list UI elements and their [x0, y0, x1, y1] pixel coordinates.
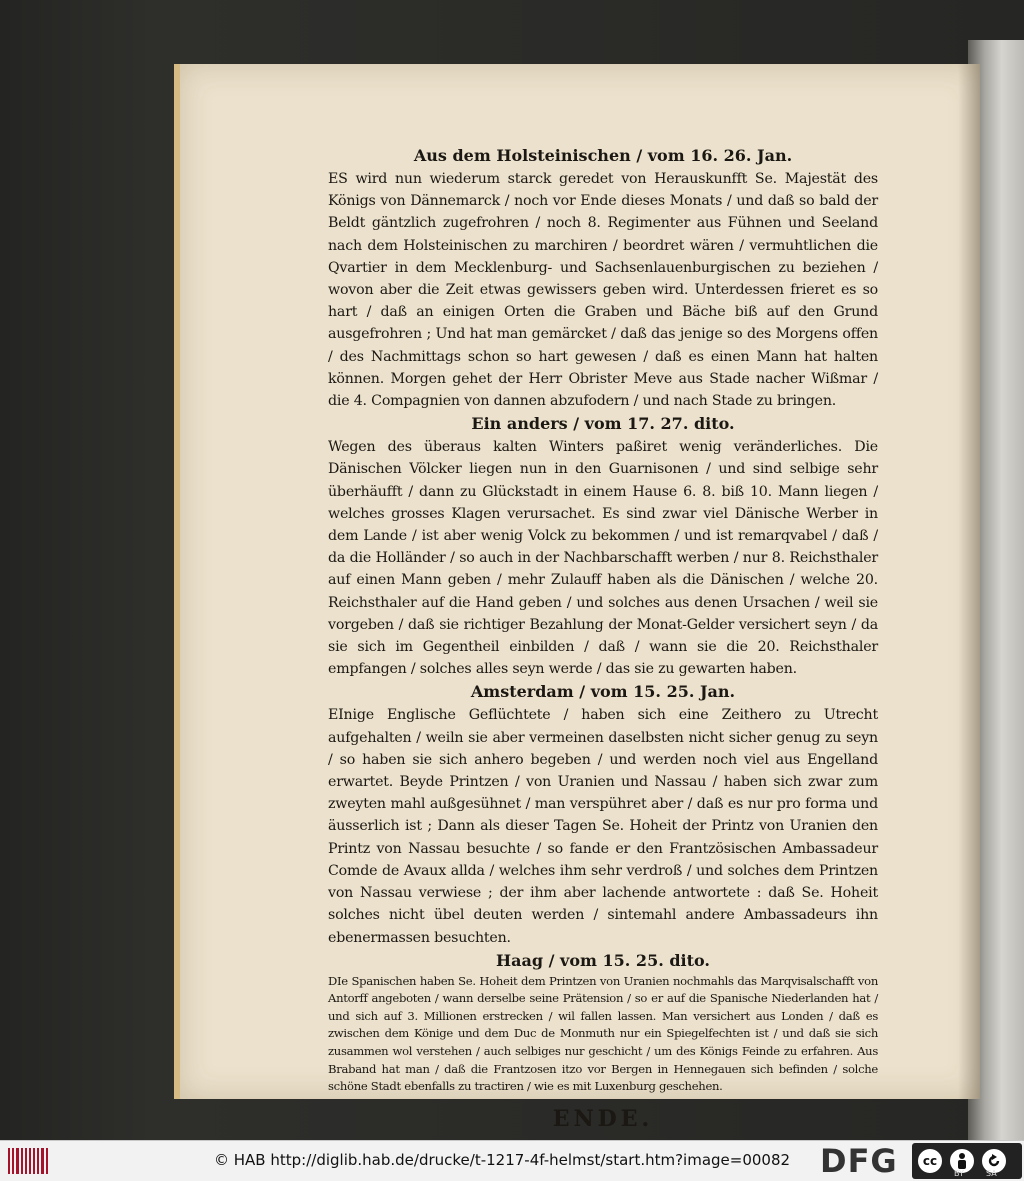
barcode-icon: [8, 1148, 48, 1174]
viewer-footer: [0, 1140, 1024, 1181]
license-by-label: BY: [954, 1169, 964, 1178]
section-paragraph: Wegen des überaus kalten Winters paßiret wenig veränderliches. Die Dänischen Völcker liegen nun in den Guarnisonen / und sind selbige sehr überhäufft / dann zu Glückstadt in einem Hause 6. 8. biß 10. Mann liegen / welches grosses Klagen verursachet. Es sind zwar viel Dänische Werber in dem Lande / ist aber wenig Volck zu bekommen / und ist remarqvabel / daß / da die Holländer / so auch in der Nachbarschafft werben / nur 8. Reichsthaler auf einen Mann geben / mehr Zulauff haben als die Dänischen / welche 20. Reichsthaler auf die Hand geben / und solches aus denen Ursachen / weil sie vorgeben / daß sie richtiger Bezahlung der Monat-Gelder versichert seyn / da sie sich im Gegentheil einbilden / daß / wann sie die 20. Reichsthaler empfangen / solches alles seyn werde / das sie zu gewarten haben.: [328, 439, 878, 678]
dfg-logo: DFG: [820, 1142, 898, 1180]
end-mark: ENDE.: [552, 1105, 654, 1132]
document-page: [174, 64, 980, 1132]
page-text: [328, 144, 878, 1132]
section-heading: Aus dem Holsteinischen / vom 16. 26. Jan.: [413, 146, 793, 165]
section-paragraph: EInige Englische Geflüchtete / haben sich eine Zeithero zu Utrecht aufgehalten / weiln sie aber vermeinen daselbsten nicht sicher genug zu seyn / so haben sie sich anhero begeben / und werden noch viel aus Engelland erwartet. Beyde Printzen / von Uranien und Nassau / haben sich zwar zum zweyten mahl außgesühnet / man verspühret aber / daß es nur pro forma und äusserlich ist ; Dann als dieser Tagen Se. Hoheit der Printz von Uranien den Printz von Nassau besuchte / so fande er den Frantzösischen Ambassadeur Comde de Avaux allda / welches ihm sehr verdroß / und solches dem Printzen von Nassau verwiese ; der ihm aber lachende antwortete : daß Se. Hoheit solches nicht übel deuten werden / sintemahl andere Ambassadeurs ihn ebenermassen besuchten.: [328, 707, 878, 946]
cc-license-badge[interactable]: [912, 1143, 1022, 1179]
section-heading: Amsterdam / vom 15. 25. Jan.: [470, 682, 736, 702]
section-paragraph: ES wird nun wiederum starck geredet von Herauskunfft Se. Majestät des Königs von Dännemarck / noch vor Ende dieses Monats / und daß so bald der Beldt gäntzlich zugefrohren / noch 8. Regimenter aus Fühnen und Seeland nach dem Holsteinischen zu marchiren / beordret wären / vermuhtlichen die Qvartier in dem Mecklenburg- und Sachsenlauenburgischen zu beziehen / wovon aber die Zeit etwas gewissers geben wird. Unterdessen frieret es so hart / daß an einigen Orten die Graben und Bäche biß auf den Grund ausgefrohren ; Und hat man gemärcket / daß das jenige so des Morgens offen / des Nachmittags schon so hart gewesen / daß es einen Mann hat halten können. Morgen gehet der Herr Obrister Meve aus Stade nacher Wißmar / die 4. Compagnien von dannen abzufodern / und nach Stade zu bringen.: [328, 171, 878, 410]
section-paragraph: DIe Spanischen haben Se. Hoheit dem Printzen von Uranien nochmahls das Marqvisalschafft von Antorff angeboten / wann derselbe seine Prätension / so er auf die Spanische Niederlanden hat / und sich auf 3. Millionen erstrecken / wil fallen lassen. Man versichert aus Londen / daß es zwischen dem Könige und dem Duc de Monmuth nur ein Spiegelfechten ist / und daß sie sich zusammen wol verstehen / auch selbiges nur geschicht / um des Königs Feinde zu erfahren. Aus Braband hat man / daß die Frantzosen itzo vor Bergen in Hennegauen sich befinden / solche schöne Stadt ebenfalls zu tractiren / wie es mit Luxenburg geschehen.: [328, 973, 878, 1094]
section-heading: Haag / vom 15. 25. dito.: [496, 950, 710, 970]
cc-icon: cc: [916, 1147, 944, 1175]
page-gutter-shadow: [958, 64, 980, 1099]
source-link[interactable]: © HAB http://diglib.hab.de/drucke/t-1217-4f-helmst/start.htm?image=00082: [214, 1151, 791, 1169]
section-heading: Ein anders / vom 17. 27. dito.: [471, 414, 735, 434]
license-sa-label: SA: [986, 1169, 997, 1178]
